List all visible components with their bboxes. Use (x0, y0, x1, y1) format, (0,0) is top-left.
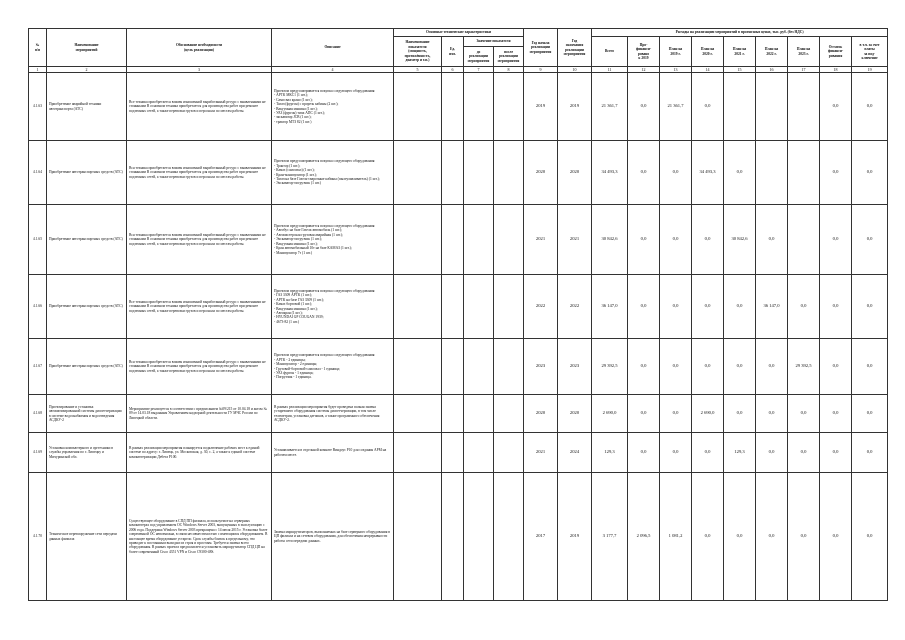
row-plan-2022: 0,0 (756, 339, 788, 395)
row-plan-2019: 0,0 (660, 395, 692, 433)
header-plan-2022: План на 2022 г. (756, 37, 788, 67)
column-number: 6 (442, 67, 464, 73)
row-tech-unit (442, 275, 464, 339)
header-year-start: Год начала реализации мероприятия (524, 29, 558, 67)
column-number: 5 (394, 67, 442, 73)
row-plan-2020: 2 690,0 (692, 395, 724, 433)
row-year-start: 2020 (524, 395, 558, 433)
row-plan-2020: 34 493,3 (692, 141, 724, 205)
row-number: 4.1.67 (29, 339, 47, 395)
row-total: 30 842,6 (592, 205, 628, 275)
row-justification: Мероприятие реализуется в соответствии с предписанием №09/215 от 10.04.18 и актом № 09 от 14.03.18 выданным Управлением надзорной деятельности ГУ МЧС России по Липецкой области. (127, 395, 272, 433)
header-plan-2020: План на 2020 г. (692, 37, 724, 67)
row-plan-2023: 0,0 (788, 395, 820, 433)
row-plan-2019: 0,0 (660, 339, 692, 395)
row-tech-after (494, 141, 524, 205)
row-tech-name (394, 205, 442, 275)
column-number: 12 (628, 67, 660, 73)
row-plan-2023: 0,0 (788, 473, 820, 601)
header-plan-2019: План на 2019 г. (660, 37, 692, 67)
row-total: 2 690,0 (592, 395, 628, 433)
row-plan-2022: 0,0 (756, 205, 788, 275)
row-year-end: 2019 (558, 73, 592, 141)
row-name: Приобретение автотранспортных средств (АТС) (47, 275, 127, 339)
row-tech-unit (442, 473, 464, 601)
row-total: 29 392,5 (592, 339, 628, 395)
column-number: 11 (592, 67, 628, 73)
row-number: 4.1.64 (29, 141, 47, 205)
column-number: 16 (756, 67, 788, 73)
row-name: Установка компьютерного и оргтехники в службы управления по г. Липецку и Мичуринской обл. (47, 433, 127, 473)
row-tech-unit (442, 205, 464, 275)
header-financed: Про- финанси- ровано к 2019 (628, 37, 660, 67)
row-remaining: 0,0 (820, 339, 852, 395)
row-plan-2023: 0,0 (788, 433, 820, 473)
row-number: 4.1.65 (29, 205, 47, 275)
row-plan-2022: 0,0 (756, 433, 788, 473)
row-financed: 0,0 (628, 433, 660, 473)
investment-table (28, 28, 888, 601)
row-justification: Существующее оборудование в СПД ПП филиала, используемое на серверных компьютерах под управлением ОС Windows Server 2003, выпущенных в эксплуатацию с 2006 года. Поддержка Windows Server 2003 прекращена с 14 июля 2015 г. Установка более современной ОС невозможна, в связи несовместимостью с имеющимся оборудованием. В настоящее время оборудование устарело. Срок службы близок к предельному, что приводит к постоянным выходам из строя и простоям. Требуется замена всего оборудования. В рамках проекта предполагается установить маршрутизатор СПД ЦП на более современный Cisco 4351 VPN и Cisco C9300-48S. (127, 473, 272, 601)
row-plan-2023: 29 392,5 (788, 339, 820, 395)
header-year-end: Год окончания реализации мероприятия (558, 29, 592, 67)
header-description: Описание (272, 29, 394, 67)
row-number: 4.1.68 (29, 395, 47, 433)
row-remaining: 0,0 (820, 275, 852, 339)
table-row (29, 473, 888, 601)
column-number: 9 (524, 67, 558, 73)
header-tech: Основные технические характеристики (394, 29, 524, 37)
row-tech-name (394, 473, 442, 601)
row-description: Проектом предусматривается покупка следующего оборудования: - ГАЗ 3309 АРТК (1 шт.); - АРТК на базе ГАЗ 3309 (1 шт.); - Камаз бортовой (1 шт.); - Вакуумная машина (1 шт.); - Автокран (1 шт.); - HYUNDAI GP COUGAN 1939; - 4673-82 (1 шт.) (272, 275, 394, 339)
row-number: 4.1.63 (29, 73, 47, 141)
row-incl: 0,0 (852, 473, 888, 601)
row-justification: Все техника приобретается взамен изношенной выработанный ресурс с выявленными не стоянными В основном техника приобретается для производства работ при ремонте подземных сетей, а также перевозки грузов и персонала по местам работы. (127, 73, 272, 141)
row-incl: 0,0 (852, 339, 888, 395)
row-incl: 0,0 (852, 73, 888, 141)
header-tech-after: после реализации мероприятия (494, 47, 524, 67)
row-plan-2021: 30 842,6 (724, 205, 756, 275)
row-incl: 0,0 (852, 433, 888, 473)
row-plan-2019: 0,0 (660, 141, 692, 205)
row-year-start: 2019 (524, 73, 558, 141)
row-financed: 0,0 (628, 395, 660, 433)
row-total: 3 177,7 (592, 473, 628, 601)
row-tech-after (494, 395, 524, 433)
row-tech-before (464, 395, 494, 433)
row-name: Техническое перевооружение сети передачи данных филиала (47, 473, 127, 601)
column-number: 19 (852, 67, 888, 73)
row-tech-after (494, 73, 524, 141)
row-plan-2019: 21 361,7 (660, 73, 692, 141)
row-name: Приобретение автотранспортных средств (АТС) (47, 141, 127, 205)
row-plan-2021: 0,0 (724, 395, 756, 433)
row-year-end: 2019 (558, 473, 592, 601)
column-number: 15 (724, 67, 756, 73)
row-tech-before (464, 205, 494, 275)
row-tech-name (394, 433, 442, 473)
row-financed: 2 096,5 (628, 473, 660, 601)
row-plan-2021: 0,0 (724, 339, 756, 395)
table-row (29, 433, 888, 473)
row-tech-name (394, 339, 442, 395)
row-plan-2021 (724, 73, 756, 141)
row-year-start: 2020 (524, 141, 558, 205)
row-remaining: 0,0 (820, 141, 852, 205)
row-name: Приобретение автотранспортных средств (АТС) (47, 339, 127, 395)
table-row (29, 141, 888, 205)
row-tech-before (464, 141, 494, 205)
row-plan-2020: 0,0 (692, 73, 724, 141)
row-financed: 0,0 (628, 205, 660, 275)
table-body (29, 73, 888, 601)
table-row (29, 73, 888, 141)
row-justification: Все техника приобретается взамен изношенной выработанный ресурс с выявленными не стоянными В основном техника приобретается для производства работ при ремонте подземных сетей, а также перевозки грузов и персонала по местам работы. (127, 275, 272, 339)
row-tech-before (464, 275, 494, 339)
column-number: 10 (558, 67, 592, 73)
row-number: 4.1.69 (29, 433, 47, 473)
header-tech-name: Наименование показателя (мощность, протяжённость, диаметр и т.п.) (394, 37, 442, 67)
row-number: 4.1.70 (29, 473, 47, 601)
row-plan-2021: 129,3 (724, 433, 756, 473)
row-plan-2022: 36 147,0 (756, 275, 788, 339)
row-incl: 0,0 (852, 275, 888, 339)
row-year-start: 2021 (524, 433, 558, 473)
row-incl: 0,0 (852, 205, 888, 275)
row-plan-2022: 0,0 (756, 395, 788, 433)
column-number: 2 (47, 67, 127, 73)
row-year-end: 2023 (558, 339, 592, 395)
row-plan-2020: 0,0 (692, 275, 724, 339)
row-tech-name (394, 395, 442, 433)
row-plan-2020: 0,0 (692, 473, 724, 601)
row-year-end: 2022 (558, 275, 592, 339)
table-header (29, 29, 888, 73)
header-remaining: Остаток финанси- рования (820, 37, 852, 67)
row-tech-before (464, 339, 494, 395)
column-number: 8 (494, 67, 524, 73)
row-tech-after (494, 339, 524, 395)
table-row (29, 395, 888, 433)
row-plan-2022 (756, 141, 788, 205)
header-incl: в т.ч. за счет платы за под- ключение (852, 37, 888, 67)
row-name: Приобретение автотранспортных средств (АТС) (47, 205, 127, 275)
row-tech-after (494, 205, 524, 275)
row-year-end: 2020 (558, 141, 592, 205)
header-justification: Обоснование необходимости (цель реализации) (127, 29, 272, 67)
row-plan-2020: 0,0 (692, 205, 724, 275)
row-plan-2021: 0,0 (724, 141, 756, 205)
row-plan-2023 (788, 205, 820, 275)
row-plan-2022 (756, 73, 788, 141)
row-remaining: 0,0 (820, 73, 852, 141)
row-financed: 0,0 (628, 275, 660, 339)
row-justification: Вся техника приобретается взамен изношенной выработанный ресурс с выявленными не стоянными В основном техника приобретается для производства работ при ремонте подземных сетей, а также перевозки грузов и персонала по местам работы. (127, 141, 272, 205)
row-year-start: 2017 (524, 473, 558, 601)
row-tech-before (464, 473, 494, 601)
row-remaining: 0,0 (820, 433, 852, 473)
row-plan-2020: 0,0 (692, 339, 724, 395)
header-plan-2023: План на 2023 г. (788, 37, 820, 67)
header-n: № п/п (29, 29, 47, 67)
row-plan-2019: 1 081,2 (660, 473, 692, 601)
column-number: 7 (464, 67, 494, 73)
column-number: 1 (29, 67, 47, 73)
header-name: Наименование мероприятий (47, 29, 127, 67)
row-tech-unit (442, 73, 464, 141)
row-plan-2022: 0,0 (756, 473, 788, 601)
column-number: 3 (127, 67, 272, 73)
row-plan-2019: 0,0 (660, 275, 692, 339)
row-name: Приобретение аварийной техники автотранспорта (АТС) (47, 73, 127, 141)
row-plan-2021: 0,0 (724, 473, 756, 601)
row-incl: 0,0 (852, 141, 888, 205)
row-plan-2021: 0,0 (724, 275, 756, 339)
header-total: Всего (592, 37, 628, 67)
row-tech-unit (442, 433, 464, 473)
row-name: Проектирование и установка автоматизированной системы диспетчеризации в системе водоснабжения и водоотведения АСДКУ-2 (47, 395, 127, 433)
row-description: Устанавливается в отдельной комнате Виндоус Р10 для создания АРМ на рабочем месте. (272, 433, 394, 473)
row-number: 4.1.66 (29, 275, 47, 339)
header-tech-unit: Ед. изм. (442, 37, 464, 67)
row-description: Проектом предусматривается покупка следующего оборудования: - АРТК МКС1 (1 шт.); - Самосвал крано (1 шт.); - Тягач (фургон) с прорезь кабины (2 шт.); - Вакуумная машина (1 шт.); - УАЗ (фургон) типа АПС (1 шт.); - экскаватор JCB (1 шт.); - трактор МТЗ 82 (1 шт.) (272, 73, 394, 141)
row-year-end: 2021 (558, 205, 592, 275)
row-justification: Вся техника приобретается взамен изношенной выработанный ресурс с выявленными не стоянными В основном техника приобретается для производства работ при ремонте подземных сетей, а также перевозки грузов и персонала по местам работы. (127, 205, 272, 275)
row-tech-after (494, 433, 524, 473)
row-year-end: 2024 (558, 433, 592, 473)
row-plan-2019: 0,0 (660, 205, 692, 275)
table-row (29, 339, 888, 395)
row-tech-after (494, 473, 524, 601)
column-number: 13 (660, 67, 692, 73)
row-tech-unit (442, 339, 464, 395)
row-description: Проектом предусматривается покупка следующего оборудования: - Автобус на базе Газель-автомобиль (1 шт.); - Автомастерская грузовая аварийная (1 шт.); - Экскаватор-погрузчик (1 шт.); - Вакуумная машина (1 шт.); - Кран автомобильный 10т на базе КАМАЗ (1 шт.); - Манипулятор 7т (1 шт.) (272, 205, 394, 275)
row-tech-name (394, 73, 442, 141)
row-total: 129,3 (592, 433, 628, 473)
row-description: Проектом предусматривается покупка следующего оборудования: - Трактор (1 шт.); - Камаз (самосвал) (1 шт.); - Кран-манипулятор (1 шт.); - Тягач на базе Газель-сварочные кабины (пылеулавливатель) (1 шт.); - Экскаватор-погрузчик (1 шт.) (272, 141, 394, 205)
column-number: 14 (692, 67, 724, 73)
row-tech-name (394, 275, 442, 339)
table-row (29, 275, 888, 339)
header-plan-2021: План на 2021 г. (724, 37, 756, 67)
row-tech-unit (442, 141, 464, 205)
column-number: 18 (820, 67, 852, 73)
column-number: 17 (788, 67, 820, 73)
row-plan-2020: 0,0 (692, 433, 724, 473)
row-total: 21 361,7 (592, 73, 628, 141)
row-year-end: 2020 (558, 395, 592, 433)
row-incl: 0,0 (852, 395, 888, 433)
row-description: В рамках реализации мероприятия будет проведена полная замена устаревшего оборудования системы диспетчеризации, в том числе телеметрии, установка датчиков, а также программного обеспечения АСДКУ-2. (272, 395, 394, 433)
row-remaining: 0,0 (820, 473, 852, 601)
column-number: 4 (272, 67, 394, 73)
row-justification: В рамках реализации мероприятия планируется подключение рабочих мест к единой системе по адресу: г. Липецк, ул. Московская, д. 30, с. 2, а также к единой системе компьютеризации Дебета Р100. (127, 433, 272, 473)
row-year-start: 2021 (524, 205, 558, 275)
row-plan-2023 (788, 141, 820, 205)
row-year-start: 2023 (524, 339, 558, 395)
row-financed: 0,0 (628, 339, 660, 395)
row-tech-unit (442, 395, 464, 433)
row-plan-2023 (788, 73, 820, 141)
row-tech-before (464, 73, 494, 141)
header-tech-values: Значение показателя (464, 37, 524, 47)
row-description: Замена маршрутизаторов, выполняемых на базе серверного оборудования в ЦП филиала и на сетевом оборудовании, для обеспечения непрерывности работы сети передачи данных. (272, 473, 394, 601)
row-year-start: 2022 (524, 275, 558, 339)
row-remaining: 0,0 (820, 395, 852, 433)
row-financed: 0,0 (628, 73, 660, 141)
row-financed: 0,0 (628, 141, 660, 205)
row-tech-before (464, 433, 494, 473)
row-plan-2023: 0,0 (788, 275, 820, 339)
row-total: 34 493,3 (592, 141, 628, 205)
row-remaining: 0,0 (820, 205, 852, 275)
header-expenses: Расходы на реализацию мероприятий в прогнозных ценах, тыс. руб. (без НДС) (592, 29, 888, 37)
header-tech-before: до реализации мероприятия (464, 47, 494, 67)
row-plan-2019: 0,0 (660, 433, 692, 473)
row-justification: Вся техника приобретается взамен изношенной выработанный ресурс с выявленными не стоянными В основном техника приобретается для производства работ при ремонте подземных сетей, а также перевозки грузов и персонала по местам работы. (127, 339, 272, 395)
row-tech-after (494, 275, 524, 339)
row-total: 36 147,0 (592, 275, 628, 339)
row-description: Проектом предусматривается покупка следующего оборудования: - АРТК - 2 единицы; - Манипулятор - 2 единицы; - Грузовой-бортовой-самосвал - 1 единица; - УАЗ фургон - 1 единица; - Погрузчик - 1 единица. (272, 339, 394, 395)
row-tech-name (394, 141, 442, 205)
table-row (29, 205, 888, 275)
